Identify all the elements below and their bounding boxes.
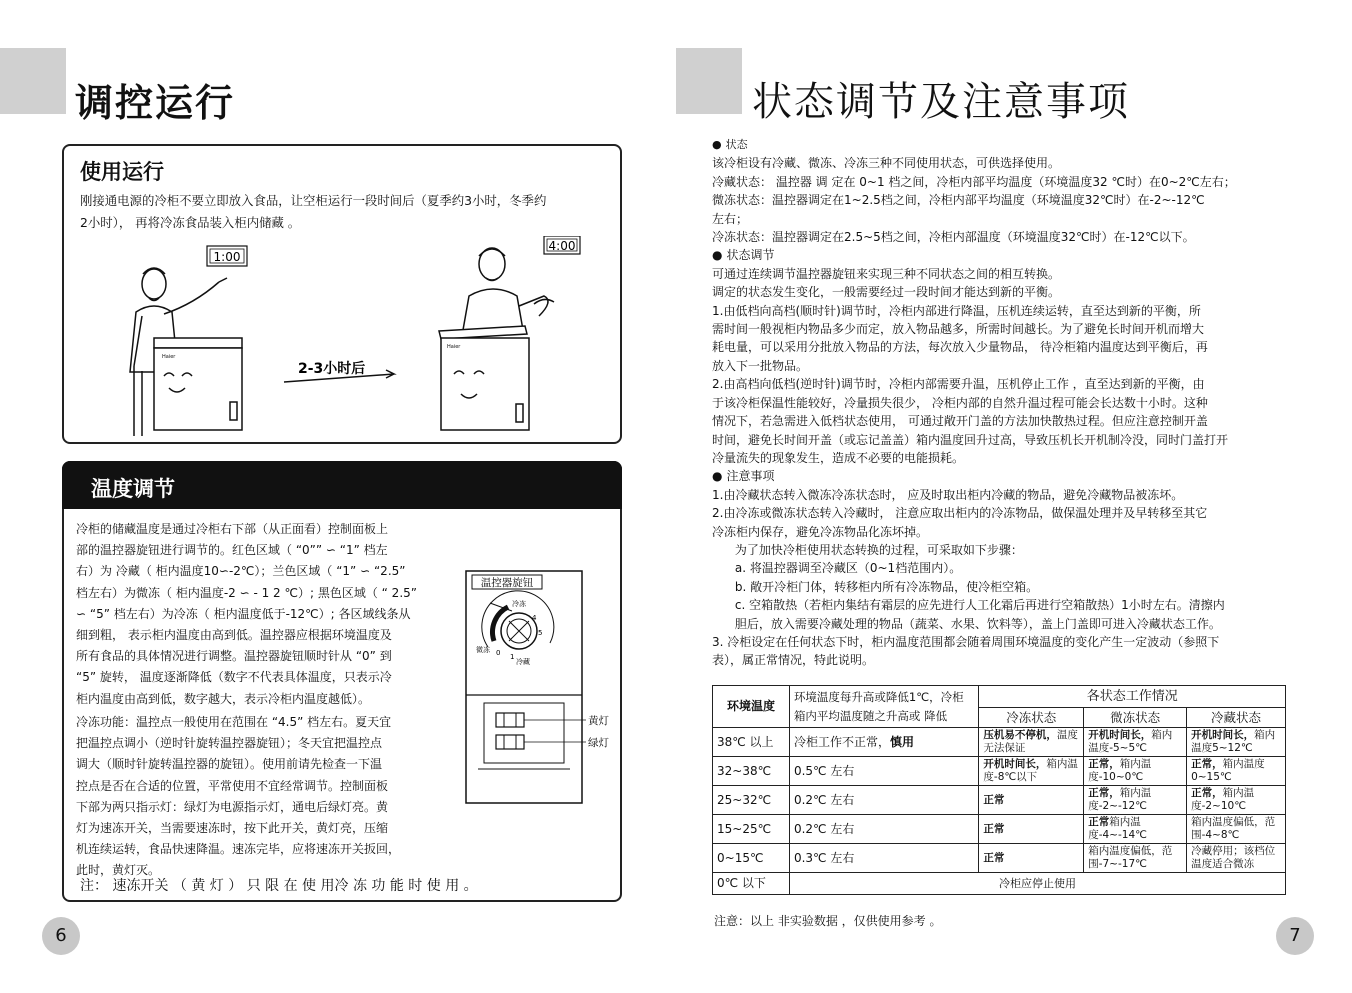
temp-line-5: 细到粗， 表示柜内温度由高到低。温控器应根据环境温度及 [76, 628, 392, 643]
svg-text:Haier: Haier [162, 354, 176, 360]
cell-env: 25~32℃ [713, 786, 790, 815]
cell-cool: 箱内温度偏低，范围-4~8℃ [1187, 815, 1286, 844]
s1-line-0: 该冷柜设有冷藏、微冻、冷冻三种不同使用状态，可供选择使用。 [712, 156, 1061, 171]
s3-line-0: 1.由冷藏状态转入微冻冷冻状态时， 应及时取出柜内冷藏的物品，避免冷藏物品被冻坏。 [712, 487, 1184, 502]
green-light [496, 735, 524, 749]
temp-line-6: 所有食品的具体情况进行调整。温控器旋钮顺时针从 “0” 到 [76, 649, 392, 664]
table-row [713, 815, 1286, 844]
panel-num-0: 0 [496, 649, 501, 657]
s2-line-5: 放入下一批物品。 [712, 358, 809, 373]
th-env: 环境温度 [713, 686, 790, 728]
temp2-line-3: 控点是否在合适的位置，平常使用不宜经常调节。控制面板 [76, 778, 389, 793]
panel-zone-freeze: 冷冻 [512, 600, 526, 608]
clock-1 [207, 246, 247, 266]
s1-line-1: 冷藏状态： 温控器 调 定在 0~1 档之间，冷柜内部平均温度（环境温度32 ℃时）在0~2℃左右； [712, 174, 1236, 189]
cell-stop-use: 冷柜应停止使用 [789, 873, 1285, 895]
freezer-1 [154, 338, 242, 430]
s2-line-8: 情况下，若急需进入低档状态使用， 可通过敞开门盖的方法加快散热过程。但应注意控制开盖 [712, 414, 1208, 429]
s2-line-1: 调定的状态发生变化，一般需要经过一段时间才能达到新的平衡。 [712, 285, 1061, 300]
s3-line-8: 3. 冷柜设定在任何状态下时，柜内温度范围都会随着周围环境温度的变化产生一定波动（参照下 [712, 634, 1220, 649]
s2-line-4: 耗电量，可以采用分批放入物品的方法，每次放入少量物品， 待冷柜箱内温度达到平衡后，再 [712, 340, 1208, 355]
page-number-right: 7 [1276, 917, 1314, 955]
section-status-heading: ● 状态 [712, 136, 1312, 154]
cell-cool: 冷藏停用；该档位温度适合微冻 [1187, 844, 1286, 873]
s1-line-4: 冷冻状态：温控器调定在2.5~5档之间，冷柜内部温度（环境温度32℃时）在-12℃以下。 [712, 230, 1195, 245]
panel-zone-cool: 冷藏 [516, 658, 530, 666]
temp-line-1: 部的温控器旋钮进行调节的。红色区域（ “0”” ∽ “1” 档左 [76, 543, 388, 558]
cell-desc: 0.2℃ 左右 [789, 815, 978, 844]
page-number-left: 6 [42, 917, 80, 955]
s2-line-7: 于该冷柜保温性能较好，冷量损失很少， 冷柜内部的自然升温过程可能会长达数十小时。这种 [712, 395, 1208, 410]
temp-line-8: 柜内温度由高到低，数字越大，表示冷柜内温度越低）。 [76, 691, 371, 706]
th-desc: 环境温度每升高或降低1℃，冷柜箱内平均温度随之升高或 降低 [789, 686, 978, 728]
yellow-light-label: 黄灯 [588, 715, 609, 727]
arrow-label: 2-3小时后 [298, 361, 366, 377]
cell-desc: 0.5℃ 左右 [789, 757, 978, 786]
s2-line-10: 冷量流失的现象发生，造成不必要的电能损耗。 [712, 450, 965, 465]
th-states: 各状态工作情况 [979, 686, 1286, 708]
s2-line-9: 时间，避免长时间开盖（或忘记盖盖）箱内温度回升过高，导致压机长开机制冷没，同时门盖打开 [712, 432, 1229, 447]
freezer-2 [439, 326, 529, 430]
usage-text-2: 2小时）， 再将冷冻食品装入柜内储藏 。 [80, 215, 301, 230]
green-light-label: 绿灯 [588, 737, 609, 749]
cell-env: 0℃ 以下 [713, 873, 790, 895]
cell-micro: 正常，箱内温度-10~0℃ [1084, 757, 1187, 786]
cell-freeze: 压机易不停机，温度无法保证 [979, 728, 1084, 757]
gray-tab-right [676, 48, 742, 114]
cell-micro: 正常箱内温度-4~-14℃ [1084, 815, 1187, 844]
temp-line-7: “5” 旋转， 温度逐渐降低（数字不代表具体温度，只表示冷 [76, 670, 392, 685]
man-2-figure [463, 248, 554, 330]
s2-line-3: 需时间一般视柜内物品多少而定，放入物品越多，所需时间越长。为了避免长时间开机而增大 [712, 322, 1205, 337]
panel-num-1: 1 [510, 653, 515, 661]
s3-line-4: a. 将温控器调至冷藏区（0~1档范围内）。 [712, 561, 962, 576]
table-row [713, 728, 1286, 757]
panel-num-5: 5 [538, 629, 543, 637]
cell-freeze: 开机时间长，箱内温度-8℃以下 [979, 757, 1084, 786]
temp2-line-4: 下部为两只指示灯：绿灯为电源指示灯，通电后绿灯亮。黄 [76, 799, 389, 814]
temperature-paragraph-2 [76, 712, 400, 882]
clock-1-text: 1:00 [213, 250, 241, 264]
cell-env: 32~38℃ [713, 757, 790, 786]
cell-freeze: 正常 [979, 786, 1084, 815]
temp2-line-2: 调大（顺时针旋转温控器的旋钮）。使用前请先检查一下温 [76, 757, 383, 772]
s3-line-2: 冷冻柜内保存，避免冷冻物品化冻坏掉。 [712, 524, 929, 539]
s3-line-3: 为了加快冷柜使用状态转换的过程，可采取如下步骤： [712, 542, 1023, 557]
usage-text-1: 刚接通电源的冷柜不要立即放入食品，让空柜运行一段时间后（夏季约3小时，冬季约 [80, 193, 547, 208]
section-adjust-heading: ● 状态调节 [712, 246, 1312, 264]
right-page-title: 状态调节及注意事项 [752, 79, 1130, 125]
temp2-line-0: 冷冻功能：温控点一般使用在范围在 “4.5” 档左右。夏天宜 [76, 715, 392, 729]
s2-line-0: 可通过连续调节温控器旋钮来实现三种不同状态之间的相互转换。 [712, 266, 1061, 281]
table-row [713, 757, 1286, 786]
s1-line-2: 微冻状态：温控器调定在1~2.5档之间，冷柜内部平均温度（环境温度32℃时）在-2~-12℃ [712, 193, 1205, 208]
panel-zone-micro: 微冻 [476, 646, 490, 654]
clock-2 [544, 236, 580, 254]
right-footnote: 注意：以上 非实验数据 ，仅供使用参考 。 [714, 914, 942, 928]
cell-env: 15~25℃ [713, 815, 790, 844]
usage-heading: 使用运行 [80, 160, 164, 184]
temp2-line-5: 灯为速冻开关，当需要速冻时，按下此开关，黄灯亮，压缩 [76, 821, 389, 836]
s1-line-3: 左右； [712, 211, 749, 226]
cell-freeze: 正常 [979, 815, 1084, 844]
cell-micro: 箱内温度偏低，范围-7~-17℃ [1084, 844, 1187, 873]
gray-tab-left [0, 48, 66, 114]
yellow-light [496, 713, 524, 727]
temperature-paragraph-1 [76, 519, 417, 710]
cell-cool: 正常，箱内温度-2~10℃ [1187, 786, 1286, 815]
cell-desc: 0.2℃ 左右 [789, 786, 978, 815]
usage-box [62, 144, 622, 444]
temp-line-4: ∽ “5” 档左右）为冷冻（ 柜内温度低于-12℃）; 各区域线条从 [76, 606, 411, 621]
table-row [713, 844, 1286, 873]
cell-env: 0~15℃ [713, 844, 790, 873]
temperature-heading: 温度调节 [91, 477, 175, 501]
s2-line-2: 1.由低档向高档(顺时针)调节时，冷柜内部进行降温，压机连续运转，直至达到新的平衡，所 [712, 303, 1201, 318]
table-row [713, 873, 1286, 895]
cell-cool: 开机时间长，箱内温度5~12℃ [1187, 728, 1286, 757]
right-text-body [712, 136, 1312, 670]
cell-cool: 正常，箱内温度0~15℃ [1187, 757, 1286, 786]
clock-2-text: 4:00 [548, 239, 576, 253]
cell-micro: 开机时间长，箱内温度-5~5℃ [1084, 728, 1187, 757]
temp-line-3: 档左右）为微冻（ 柜内温度-2 ∽ - 1 2 ℃）; 黑色区域（ “ 2.5” [76, 585, 417, 600]
s3-line-9: 表），属正常情况，特此说明。 [712, 653, 875, 668]
s2-line-6: 2.由高档向低档(逆时针)调节时，冷柜内部需要升温，压机停止工作 ，直至达到新的平衡，由 [712, 377, 1205, 392]
s3-line-7: 胆后，放入需要冷藏处理的物品（蔬菜、水果、饮料等），盖上门盖即可进入冷藏状态工作。 [712, 616, 1221, 631]
usage-illustration [64, 236, 620, 442]
temp2-line-6: 机连续运转，食品快速降温。速冻完毕，应将速冻开关扳回， [76, 842, 401, 857]
temp2-line-7: 此时，黄灯灭。 [76, 863, 161, 878]
cell-desc: 冷柜工作不正常，慎用 [789, 728, 978, 757]
cell-micro: 正常，箱内温度-2~-12℃ [1084, 786, 1187, 815]
th-cool: 冷藏状态 [1187, 708, 1286, 728]
status-table [712, 685, 1286, 895]
temperature-box [62, 461, 622, 902]
temp-line-0: 冷柜的储藏温度是通过冷柜右下部（从正面看）控制面板上 [76, 522, 389, 536]
panel-title: 温控器旋钮 [480, 577, 534, 589]
panel-num-4: 4 [532, 614, 537, 622]
cell-desc: 0.3℃ 左右 [789, 844, 978, 873]
s3-line-5: b. 敞开冷柜门体，转移柜内所有冷冻物品，使冷柜空箱。 [712, 579, 1039, 594]
temp2-line-1: 把温控点调小（逆时针旋转温控器旋钮）；冬天宜把温控点 [76, 736, 383, 751]
cell-freeze: 正常 [979, 844, 1084, 873]
s3-line-6: c. 空箱散热（若柜内集结有霜层的应先进行人工化霜后再进行空箱散热）1小时左右。清擦内 [712, 598, 1225, 613]
th-freeze: 冷冻状态 [979, 708, 1084, 728]
quick-freeze-note: 注： 速冻开关 （ 黄 灯 ） 只 限 在 使 用冷 冻 功 能 时 使 用 。 [80, 878, 478, 894]
table-row [713, 786, 1286, 815]
section-notes-heading: ● 注意事项 [712, 467, 1312, 485]
cell-env: 38℃ 以上 [713, 728, 790, 757]
svg-text:Haier: Haier [447, 344, 461, 350]
left-page-title: 调控运行 [75, 81, 236, 125]
control-panel-illustration [454, 563, 624, 808]
th-micro: 微冻状态 [1084, 708, 1187, 728]
s3-line-1: 2.由冷冻或微冻状态转入冷藏时， 注意应取出柜内的冷冻物品，做保温处理并及早转移至其它 [712, 506, 1208, 521]
temp-line-2: 右）为 冷藏（ 柜内温度10∽-2℃）；兰色区域（ “1” ∽ “2.5” [76, 564, 406, 579]
